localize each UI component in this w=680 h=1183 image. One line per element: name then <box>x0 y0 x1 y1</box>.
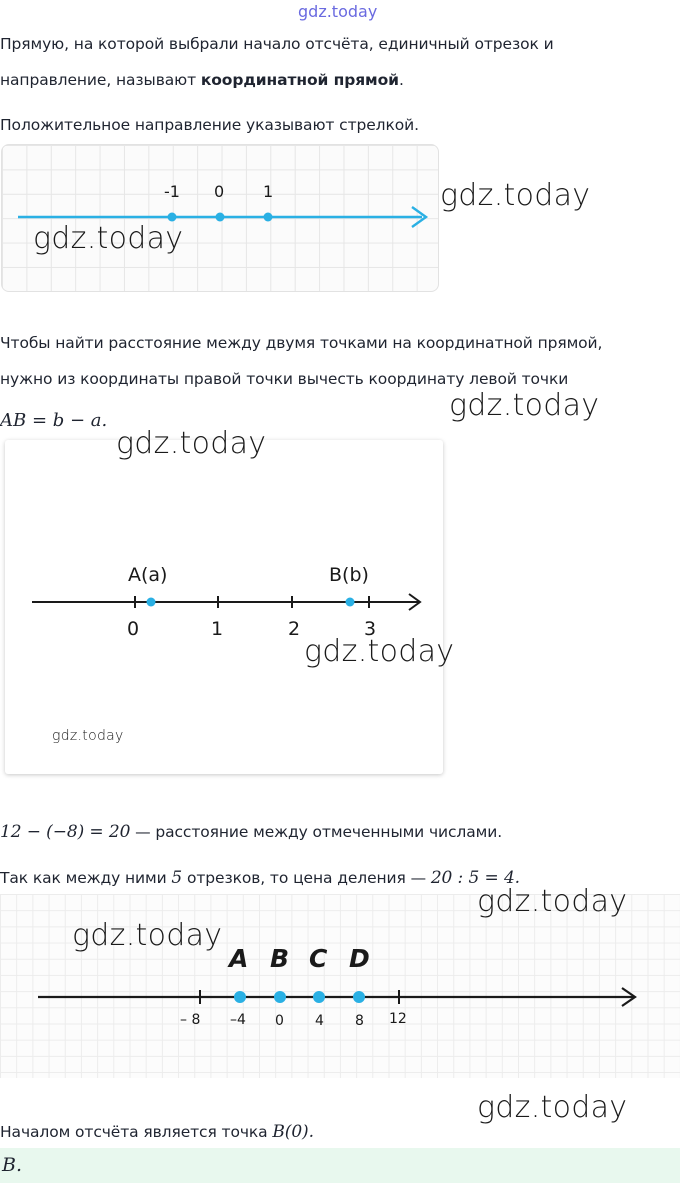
label-zero: 0 <box>214 182 225 201</box>
distance-figure <box>5 426 443 774</box>
tick-label-0: 0 <box>127 618 140 640</box>
segment-count: 5 <box>171 868 183 888</box>
direction-note: Положительное направление указывают стрелкой. <box>0 116 419 134</box>
points-figure <box>0 884 680 1078</box>
tick-label-1: 1 <box>211 618 224 640</box>
definition-end: . <box>398 71 404 89</box>
tick-label-minus-8: – 8 <box>180 1012 201 1028</box>
distance-rule-line-1: Чтобы найти расстояние между двумя точками на координатной прямой, <box>0 334 603 352</box>
distance-figure-svg <box>5 440 443 774</box>
division-line <box>0 868 520 888</box>
answer-box <box>0 1148 680 1183</box>
distance-formula: AB = b − a. <box>0 410 108 431</box>
difference-line <box>0 822 502 842</box>
definition-text: направление, называют <box>0 71 201 89</box>
figure2-watermark-mid: gdz.today <box>304 634 455 669</box>
point-d <box>353 991 365 1003</box>
tick-label-12: 12 <box>389 1011 407 1027</box>
point-zero <box>216 213 225 222</box>
label-one: 1 <box>263 182 274 201</box>
point-b <box>346 598 355 607</box>
watermark-right-2: gdz.today <box>449 388 600 423</box>
origin-text: Началом отсчёта является точка <box>0 1123 273 1141</box>
definition-line-2 <box>0 71 404 89</box>
letter-a: A <box>229 944 249 973</box>
point-a <box>234 991 246 1003</box>
tick-label-minus-4: –4 <box>230 1012 246 1028</box>
difference-formula: 12 − (−8) = 20 <box>0 822 131 842</box>
definition-line-1: Прямую, на которой выбрали начало отсчёта, единичный отрезок и <box>0 35 554 53</box>
tick-label-0: 0 <box>275 1013 284 1029</box>
definition-term: координатной прямой <box>200 71 399 89</box>
figure1-watermark: gdz.today <box>33 221 184 256</box>
figure3-watermark-right: gdz.today <box>477 884 628 919</box>
point-a-label: A(a) <box>128 564 168 586</box>
coordinate-line-figure <box>1 144 439 292</box>
letter-b: B <box>270 944 290 973</box>
figure2-watermark-top: gdz.today <box>116 426 267 461</box>
point-a <box>147 598 156 607</box>
watermark-bottom: gdz.today <box>477 1090 628 1125</box>
point-one <box>264 213 273 222</box>
division-middle: отрезков, то цена деления — <box>182 869 431 887</box>
distance-rule-line-2: нужно из координаты правой точки вычесть координату левой точки <box>0 370 569 388</box>
tick-label-3: 3 <box>364 618 377 640</box>
origin-line <box>0 1122 314 1142</box>
tick-label-4: 4 <box>315 1013 324 1029</box>
point-b-label: B(b) <box>329 564 369 586</box>
label-minus-one: -1 <box>164 182 180 201</box>
site-header-logo: gdz.today <box>298 2 378 21</box>
letter-c: C <box>309 944 328 973</box>
tick-label-8: 8 <box>355 1013 364 1029</box>
difference-text: — расстояние между отмеченными числами. <box>130 823 503 841</box>
origin-formula: B(0). <box>272 1122 314 1142</box>
letter-d: D <box>349 944 370 973</box>
figure3-watermark-left: gdz.today <box>72 918 223 953</box>
division-formula: 20 : 5 = 4. <box>430 868 520 888</box>
point-c <box>313 991 325 1003</box>
division-prefix: Так как между ними <box>0 869 172 887</box>
coordinate-line-svg <box>2 145 438 291</box>
figure2-watermark-small: gdz.today <box>52 728 124 744</box>
tick-label-2: 2 <box>288 618 301 640</box>
watermark-right-1: gdz.today <box>440 178 591 213</box>
answer-value: B. <box>2 1154 23 1176</box>
point-b <box>274 991 286 1003</box>
